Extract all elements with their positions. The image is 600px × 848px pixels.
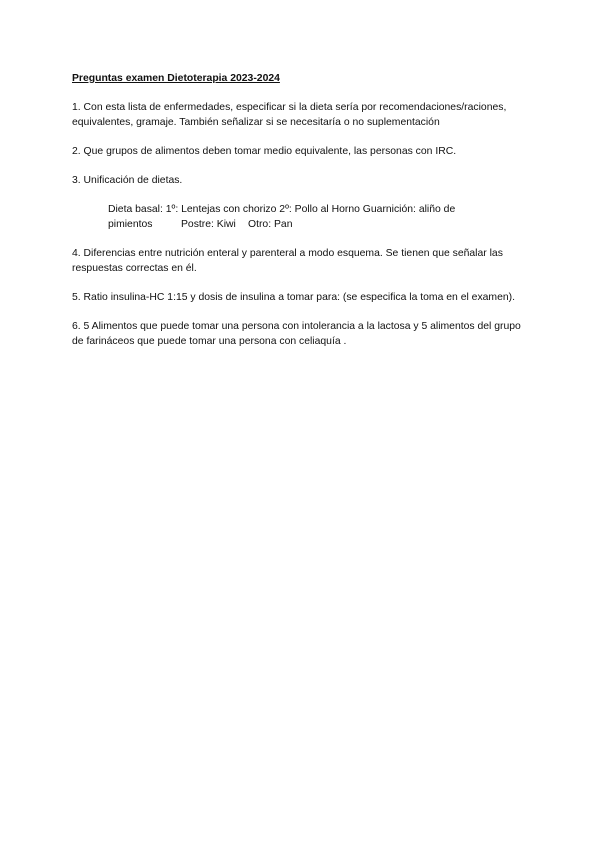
diet-postre: Postre: Kiwi (181, 219, 236, 230)
question-1: 1. Con esta lista de enfermedades, especificar si la dieta sería por recomendaciones/raciones, equivalentes, gramaje. También señalizar si se necesitaría o no suplementación (72, 102, 507, 128)
diet-line-1: Dieta basal: 1º: Lentejas con chorizo 2º: Pollo al Horno Guarnición: aliño de (108, 204, 456, 215)
document-title: Preguntas examen Dietoterapia 2023-2024 (72, 73, 280, 84)
question-5: 5. Ratio insulina-HC 1:15 y dosis de insulina a tomar para: (se especifica la toma en el examen). (72, 292, 515, 303)
diet-otro: Otro: Pan (248, 219, 293, 230)
question-2: 2. Que grupos de alimentos deben tomar medio equivalente, las personas con IRC. (72, 146, 457, 157)
diet-example (108, 202, 538, 232)
question-3: 3. Unificación de dietas. (72, 175, 183, 186)
question-4: 4. Diferencias entre nutrición enteral y parenteral a modo esquema. Se tienen que señalar las respuestas correctas en él. (72, 248, 503, 274)
diet-pimientos: pimientos (108, 219, 153, 230)
question-6: 6. 5 Alimentos que puede tomar una persona con intolerancia a la lactosa y 5 alimentos del grupo de farináceos que puede tomar una persona con celiaquía . (72, 321, 521, 347)
document-body (72, 71, 532, 363)
diet-line-2 (108, 217, 538, 232)
